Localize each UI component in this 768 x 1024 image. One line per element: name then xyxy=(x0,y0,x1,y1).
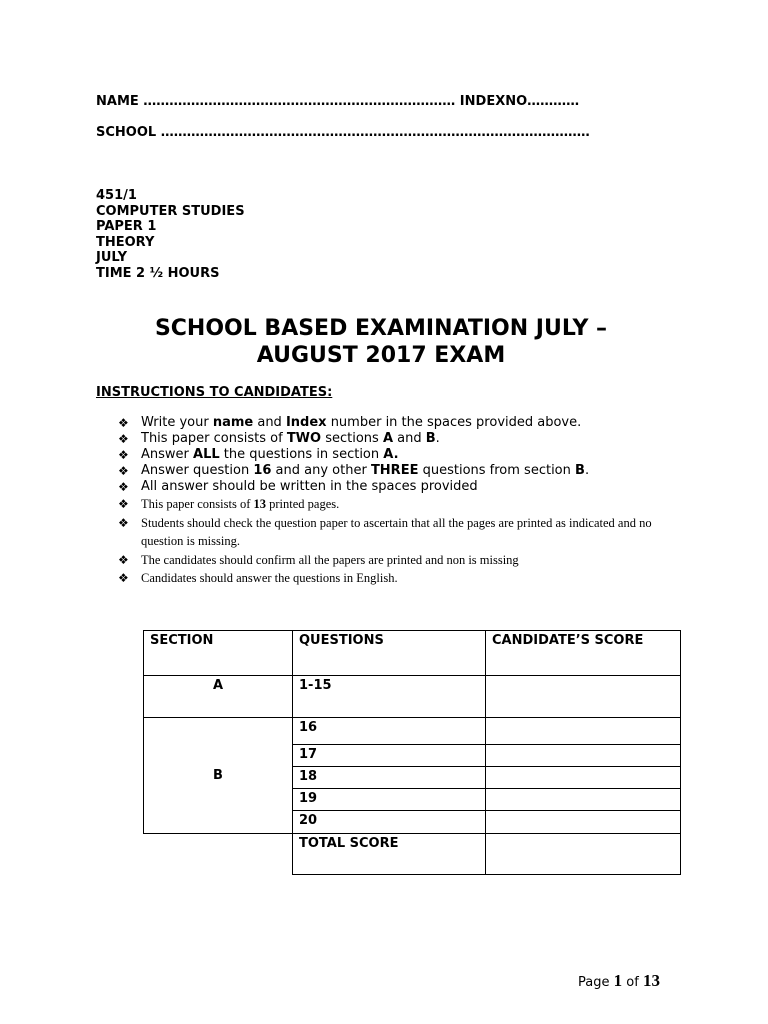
instruction-text: number in the spaces provided above. xyxy=(326,415,582,430)
instruction-item xyxy=(118,479,678,495)
instruction-text: This paper consists of xyxy=(141,431,287,446)
instruction-emphasis: B xyxy=(425,431,436,446)
diamond-bullet-icon: ❖ xyxy=(118,571,129,585)
instruction-item xyxy=(118,431,678,447)
question-number: 16 xyxy=(293,718,486,745)
instruction-emphasis: name xyxy=(212,415,254,430)
instruction-item xyxy=(118,514,678,551)
total-pages: 13 xyxy=(642,971,660,990)
total-row xyxy=(144,834,681,875)
score-cell[interactable] xyxy=(486,745,681,767)
instruction-text: Answer question xyxy=(141,463,254,478)
diamond-bullet-icon: ❖ xyxy=(118,515,129,530)
instruction-text: Answer xyxy=(141,447,194,462)
instruction-text: . xyxy=(435,431,440,446)
title-line-1: SCHOOL BASED EXAMINATION JULY – xyxy=(154,316,608,341)
instruction-text: All answer should be written in the spaces provided xyxy=(141,479,478,494)
instruction-text: The candidates should confirm all the papers are printed and non is missing xyxy=(141,552,519,567)
table-row xyxy=(144,676,681,718)
of-word: of xyxy=(626,975,639,990)
exam-time: TIME 2 ½ HOURS xyxy=(96,265,220,281)
header-questions: QUESTIONS xyxy=(293,631,486,676)
instructions-heading: INSTRUCTIONS TO CANDIDATES: xyxy=(96,385,333,400)
header-candidate-score: CANDIDATE’S SCORE xyxy=(486,631,681,676)
question-number: 20 xyxy=(293,811,486,834)
instruction-item xyxy=(118,495,678,514)
instruction-emphasis: Index xyxy=(285,415,327,430)
page-footer xyxy=(578,971,660,991)
instruction-emphasis: 16 xyxy=(253,463,272,478)
total-score-cell[interactable] xyxy=(486,834,681,875)
question-number: 19 xyxy=(293,789,486,811)
total-score-label: TOTAL SCORE xyxy=(293,834,486,875)
diamond-bullet-icon: ❖ xyxy=(118,464,129,478)
school-line: SCHOOL ……………………………………………………………………………………… xyxy=(96,125,590,140)
section-a-questions: 1-15 xyxy=(293,676,486,718)
instruction-text: and any other xyxy=(271,463,371,478)
score-table xyxy=(143,630,681,875)
instruction-emphasis: TWO xyxy=(286,431,322,446)
instruction-text: Write your xyxy=(141,415,213,430)
paper-type: THEORY xyxy=(96,234,155,250)
instruction-item xyxy=(118,569,678,588)
instruction-text: sections xyxy=(321,431,383,446)
page-title xyxy=(60,315,702,369)
title-line-2: AUGUST 2017 EXAM xyxy=(256,343,506,368)
instruction-text: Candidates should answer the questions in English. xyxy=(141,571,398,585)
question-number: 18 xyxy=(293,767,486,789)
instruction-emphasis: A. xyxy=(383,447,399,462)
score-cell[interactable] xyxy=(486,676,681,718)
instruction-item xyxy=(118,463,678,479)
diamond-bullet-icon: ❖ xyxy=(118,480,129,494)
page-number: 1 xyxy=(613,971,623,990)
paper-info xyxy=(96,188,245,282)
instruction-emphasis: 13 xyxy=(253,497,266,511)
instructions-list xyxy=(118,415,678,588)
instruction-text: This paper consists of xyxy=(141,497,254,511)
instruction-emphasis: THREE xyxy=(370,463,419,478)
instruction-item xyxy=(118,551,678,570)
score-cell[interactable] xyxy=(486,767,681,789)
paper-number: PAPER 1 xyxy=(96,219,157,235)
paper-code: 451/1 xyxy=(96,188,137,203)
header-section: SECTION xyxy=(144,631,293,676)
instruction-text: and xyxy=(393,431,426,446)
instruction-item xyxy=(118,447,678,463)
table-row xyxy=(144,718,681,745)
instruction-emphasis: B xyxy=(575,463,585,478)
instruction-item xyxy=(118,415,678,431)
diamond-bullet-icon: ❖ xyxy=(118,448,129,462)
subject: COMPUTER STUDIES xyxy=(96,203,245,219)
instruction-text: . xyxy=(584,463,590,478)
score-cell[interactable] xyxy=(486,811,681,834)
diamond-bullet-icon: ❖ xyxy=(118,552,129,567)
score-cell[interactable] xyxy=(486,718,681,745)
instruction-text: printed pages. xyxy=(265,497,340,511)
instruction-text: Students should check the question paper to ascertain that all the pages are printed as indicated and no question is missing. xyxy=(141,515,652,548)
score-cell[interactable] xyxy=(486,789,681,811)
instruction-text: and xyxy=(253,415,286,430)
page-word: Page xyxy=(578,975,610,990)
table-header-row xyxy=(144,631,681,676)
exam-month: JULY xyxy=(96,250,128,266)
empty-cell xyxy=(144,834,293,875)
question-number: 17 xyxy=(293,745,486,767)
instruction-emphasis: A xyxy=(382,431,393,446)
diamond-bullet-icon: ❖ xyxy=(118,432,129,446)
name-index-line: NAME ……………………………………………………………… INDEXNO………… xyxy=(96,94,580,109)
diamond-bullet-icon: ❖ xyxy=(118,416,129,430)
instruction-emphasis: ALL xyxy=(193,447,220,462)
diamond-bullet-icon: ❖ xyxy=(118,497,129,511)
instruction-text: the questions in section xyxy=(219,447,384,462)
instruction-text: questions from section xyxy=(418,463,576,478)
section-b-label: B xyxy=(144,718,293,834)
section-a-label: A xyxy=(144,676,293,718)
